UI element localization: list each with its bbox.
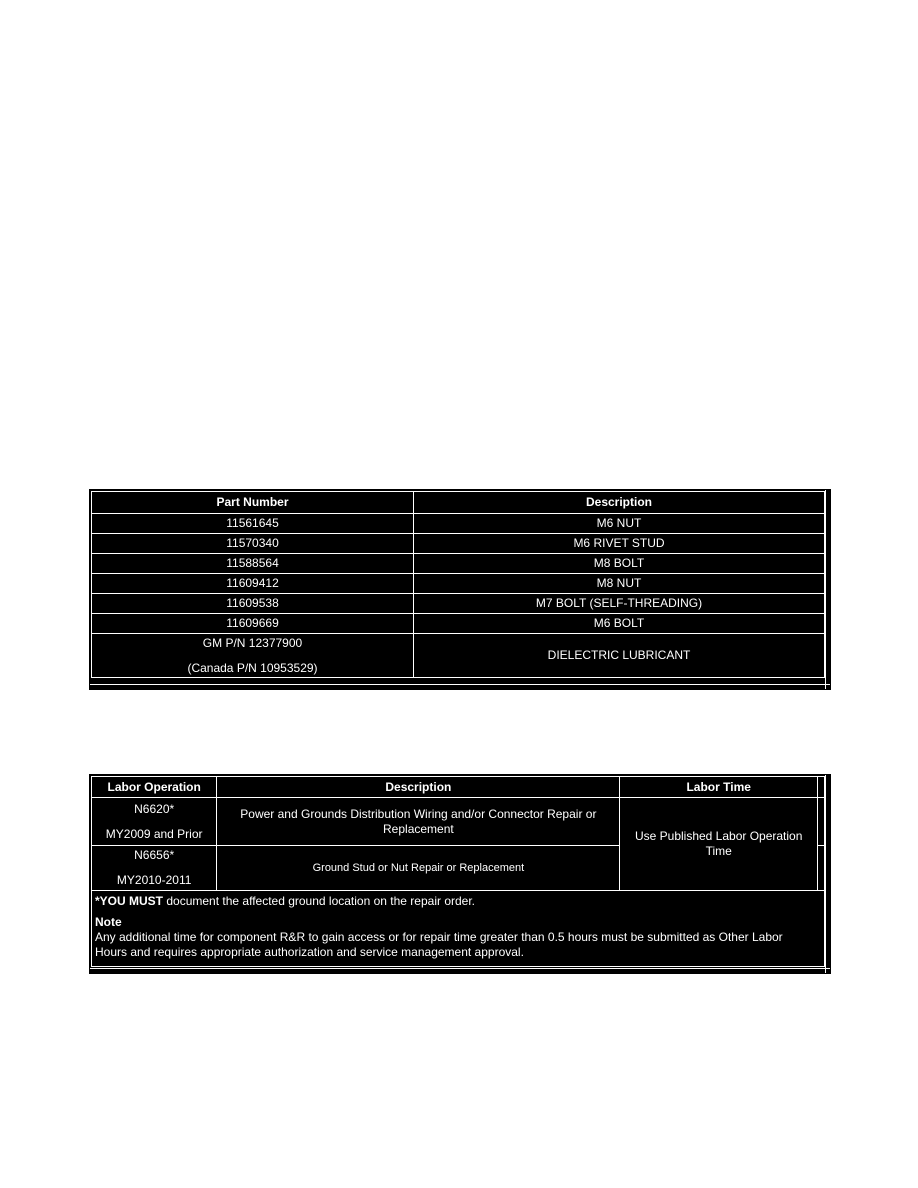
table-row bbox=[92, 594, 825, 614]
description-cell: Power and Grounds Distribution Wiring and/or Connector Repair or Replacement bbox=[217, 798, 620, 846]
parts-table bbox=[91, 491, 825, 678]
model-years: MY2009 and Prior bbox=[105, 826, 203, 841]
part-number-cell bbox=[92, 634, 414, 678]
table-row bbox=[92, 534, 825, 554]
op-code: N6656* bbox=[134, 848, 175, 862]
model-years: MY2010-2011 bbox=[116, 873, 192, 887]
table-row bbox=[92, 798, 825, 846]
description-cell: M6 RIVET STUD bbox=[414, 534, 825, 554]
part-number-cell: 11609412 bbox=[92, 574, 414, 594]
labor-table-header-row bbox=[92, 777, 825, 798]
row-spacer bbox=[817, 798, 824, 846]
table-row bbox=[92, 554, 825, 574]
labor-table bbox=[91, 776, 825, 967]
description-cell: M7 BOLT (SELF-THREADING) bbox=[414, 594, 825, 614]
description-cell: M6 BOLT bbox=[414, 614, 825, 634]
gm-part-number: GM P/N 12377900 bbox=[202, 635, 303, 650]
description-cell: DIELECTRIC LUBRICANT bbox=[414, 634, 825, 678]
must-document-emphasis: *YOU MUST bbox=[95, 894, 164, 908]
part-number-header: Part Number bbox=[92, 492, 414, 514]
note-text-line2: Hours and requires appropriate authorization and service management approval. bbox=[95, 945, 524, 959]
description-cell: M8 NUT bbox=[414, 574, 825, 594]
part-number-cell: 11588564 bbox=[92, 554, 414, 574]
note-text-line1: Any additional time for component R&R to gain access or for repair time greater than 0.5 hours must be submitted as Other Labor bbox=[95, 930, 783, 944]
table-row bbox=[92, 574, 825, 594]
labor-operation-cell bbox=[92, 846, 217, 891]
labor-time-cell: Use Published Labor Operation Time bbox=[620, 798, 818, 891]
part-number-cell: 11609669 bbox=[92, 614, 414, 634]
labor-table-frame bbox=[89, 774, 831, 974]
must-document-line bbox=[95, 894, 822, 909]
description-header: Description bbox=[414, 492, 825, 514]
row-spacer bbox=[817, 846, 824, 891]
op-code: N6620* bbox=[134, 801, 175, 816]
labor-operation-header: Labor Operation bbox=[92, 777, 217, 798]
parts-table-frame bbox=[89, 489, 831, 690]
must-document-text: document the affected ground location on the repair order. bbox=[163, 894, 476, 908]
table-row bbox=[92, 514, 825, 534]
description-cell: M8 BOLT bbox=[414, 554, 825, 574]
description-cell: M6 NUT bbox=[414, 514, 825, 534]
part-number-cell: 11570340 bbox=[92, 534, 414, 554]
description-cell: Ground Stud or Nut Repair or Replacement bbox=[217, 846, 620, 891]
labor-operation-cell bbox=[92, 798, 217, 846]
part-number-cell: 11609538 bbox=[92, 594, 414, 614]
description-header: Description bbox=[217, 777, 620, 798]
canada-part-number: (Canada P/N 10953529) bbox=[187, 660, 318, 675]
labor-time-header: Labor Time bbox=[620, 777, 818, 798]
notes-row bbox=[92, 891, 825, 967]
note-title: Note bbox=[95, 915, 122, 929]
notes-cell bbox=[92, 891, 825, 967]
part-number-cell: 11561645 bbox=[92, 514, 414, 534]
table-row bbox=[92, 634, 825, 678]
parts-table-header-row bbox=[92, 492, 825, 514]
header-spacer bbox=[817, 777, 824, 798]
table-row bbox=[92, 614, 825, 634]
